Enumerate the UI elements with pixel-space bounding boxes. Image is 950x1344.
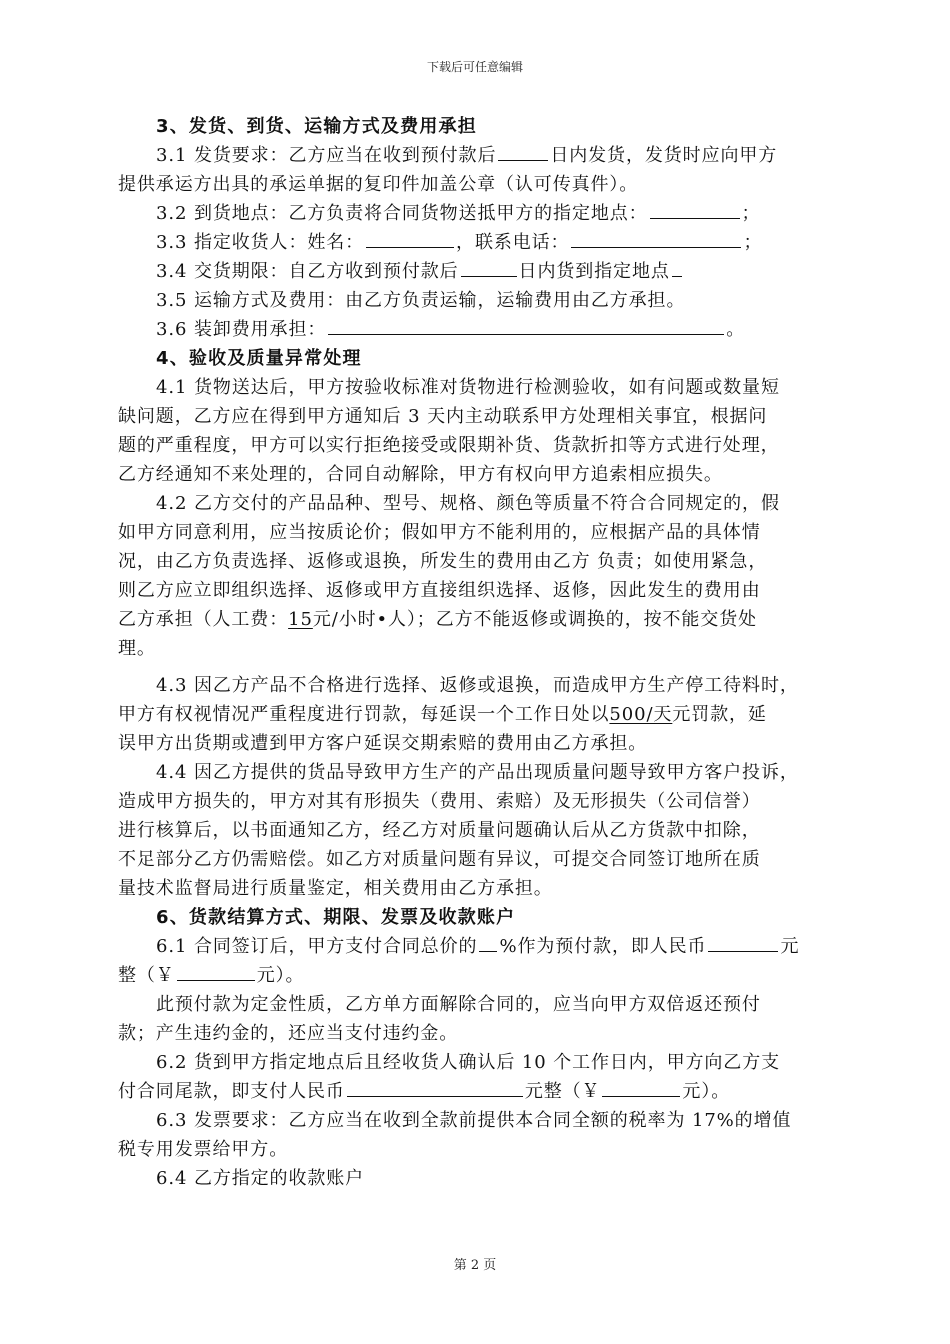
labor-fee-value: 15 (288, 609, 313, 630)
clause-6-1: 6.1 合同签订后，甲方支付合同总价的 %作为预付款，即人民币 元 (118, 932, 838, 961)
clause-6-2-cont: 付合同尾款，即支付人民币 元整（￥ 元）。 (118, 1077, 838, 1106)
section-4-title: 4、验收及质量异常处理 (156, 348, 362, 369)
clause-4-4-line: 量技术监督局进行质量鉴定，相关费用由乙方承担。 (118, 878, 553, 899)
blank-delivery-days[interactable] (461, 258, 517, 277)
clause-3-4: 3.4 交货期限：自乙方收到预付款后 日内货到指定地点 (118, 257, 838, 286)
clause-6-3: 6.3 发票要求：乙方应当在收到全款前提供本合同全额的税率为 17%的增值 (156, 1110, 792, 1131)
clause-4-4-line: 造成甲方损失的，甲方对其有形损失（费用、索赔）及无形损失（公司信誉） (118, 791, 761, 812)
clause-4-2-line: 况，由乙方负责选择、返修或退换，所发生的费用由乙方 负责；如使用紧急， (118, 551, 768, 572)
document-body (118, 112, 838, 1193)
clause-6-1-deposit: 款；产生违约金的，还应当支付违约金。 (118, 1023, 459, 1044)
clause-4-1-line: 4.1 货物送达后，甲方按验收标准对货物进行检测验收，如有问题或数量短 (156, 377, 780, 398)
page-number: 第 2 页 (453, 1258, 497, 1273)
blank-prepay-yuan[interactable] (177, 962, 255, 981)
blank-delivery-tail[interactable] (672, 258, 682, 277)
blank-final-yuan[interactable] (602, 1078, 680, 1097)
penalty-rate: 500/天 (609, 704, 673, 725)
clause-4-1-line: 题的严重程度，甲方可以实行拒绝接受或限期补货、货款折扣等方式进行处理， (118, 435, 780, 456)
blank-prepay-amount[interactable] (708, 933, 778, 952)
clause-4-4-line: 进行核算后，以书面通知乙方，经乙方对质量问题确认后从乙方货款中扣除， (118, 820, 761, 841)
clause-4-2-line: 4.2 乙方交付的产品品种、型号、规格、颜色等质量不符合合同规定的，假 (156, 493, 780, 514)
clause-4-2-labor-fee: 乙方承担（人工费：15元/小时•人）；乙方不能返修或调换的，按不能交货处 (118, 609, 758, 630)
clause-3-3: 3.3 指定收货人：姓名： ，联系电话： ； (118, 228, 838, 257)
clause-3-1: 3.1 发货要求：乙方应当在收到预付款后 日内发货，发货时应向甲方 (118, 141, 838, 170)
blank-loading-cost[interactable] (328, 316, 724, 335)
clause-4-1-line: 缺问题，乙方应在得到甲方通知后 3 天内主动联系甲方处理相关事宜，根据问 (118, 406, 768, 427)
clause-4-3-line: 误甲方出货期或遭到甲方客户延误交期索赔的费用由乙方承担。 (118, 733, 648, 754)
clause-3-5: 3.5 运输方式及费用：由乙方负责运输，运输费用由乙方承担。 (156, 290, 686, 311)
clause-4-2-line: 如甲方同意利用，应当按质论价；假如甲方不能利用的，应根据产品的具体情 (118, 522, 761, 543)
clause-4-1-line: 乙方经通知不来处理的，合同自动解除，甲方有权向甲方追索相应损失。 (118, 464, 723, 485)
clause-6-4: 6.4 乙方指定的收款账户 (156, 1168, 365, 1189)
page-header: 下载后可任意编辑 (426, 60, 523, 74)
clause-6-1-deposit: 此预付款为定金性质，乙方单方面解除合同的，应当向甲方双倍返还预付 (156, 994, 761, 1015)
clause-4-4-line: 4.4 因乙方提供的货品导致甲方生产的产品出现质量问题导致甲方客户投诉， (156, 762, 799, 783)
blank-dispatch-days[interactable] (498, 142, 548, 161)
clause-4-4-line: 不足部分乙方仍需赔偿。如乙方对质量问题有异议，可提交合同签订地所在质 (118, 849, 761, 870)
clause-4-3-penalty: 甲方有权视情况严重程度进行罚款，每延误一个工作日处以500/天元罚款，延 (118, 704, 767, 725)
clause-3-2: 3.2 到货地点：乙方负责将合同货物送抵甲方的指定地点： ； (118, 199, 838, 228)
clause-4-2-end: 理。 (118, 638, 156, 659)
blank-receiver-name[interactable] (366, 229, 454, 248)
clause-6-1-cont: 整（￥ 元）。 (118, 961, 838, 990)
section-3-title: 3、发货、到货、运输方式及费用承担 (156, 116, 477, 137)
blank-delivery-place[interactable] (650, 200, 740, 219)
blank-receiver-phone[interactable] (571, 229, 741, 248)
section-6-title: 6、货款结算方式、期限、发票及收款账户 (156, 907, 516, 928)
clause-4-2-line: 则乙方应立即组织选择、返修或甲方直接组织选择、返修，因此发生的费用由 (118, 580, 761, 601)
blank-final-amount[interactable] (347, 1078, 523, 1097)
blank-prepay-percent[interactable] (479, 933, 497, 952)
clause-3-6: 3.6 装卸费用承担： 。 (118, 315, 838, 344)
clause-4-3-line: 4.3 因乙方产品不合格进行选择、返修或退换，而造成甲方生产停工待料时， (156, 675, 799, 696)
clause-6-3-cont: 税专用发票给甲方。 (118, 1139, 289, 1160)
clause-6-2: 6.2 货到甲方指定地点后且经收货人确认后 10 个工作日内，甲方向乙方支 (156, 1052, 780, 1073)
clause-3-1-cont: 提供承运方出具的承运单据的复印件加盖公章（认可传真件）。 (118, 174, 639, 195)
